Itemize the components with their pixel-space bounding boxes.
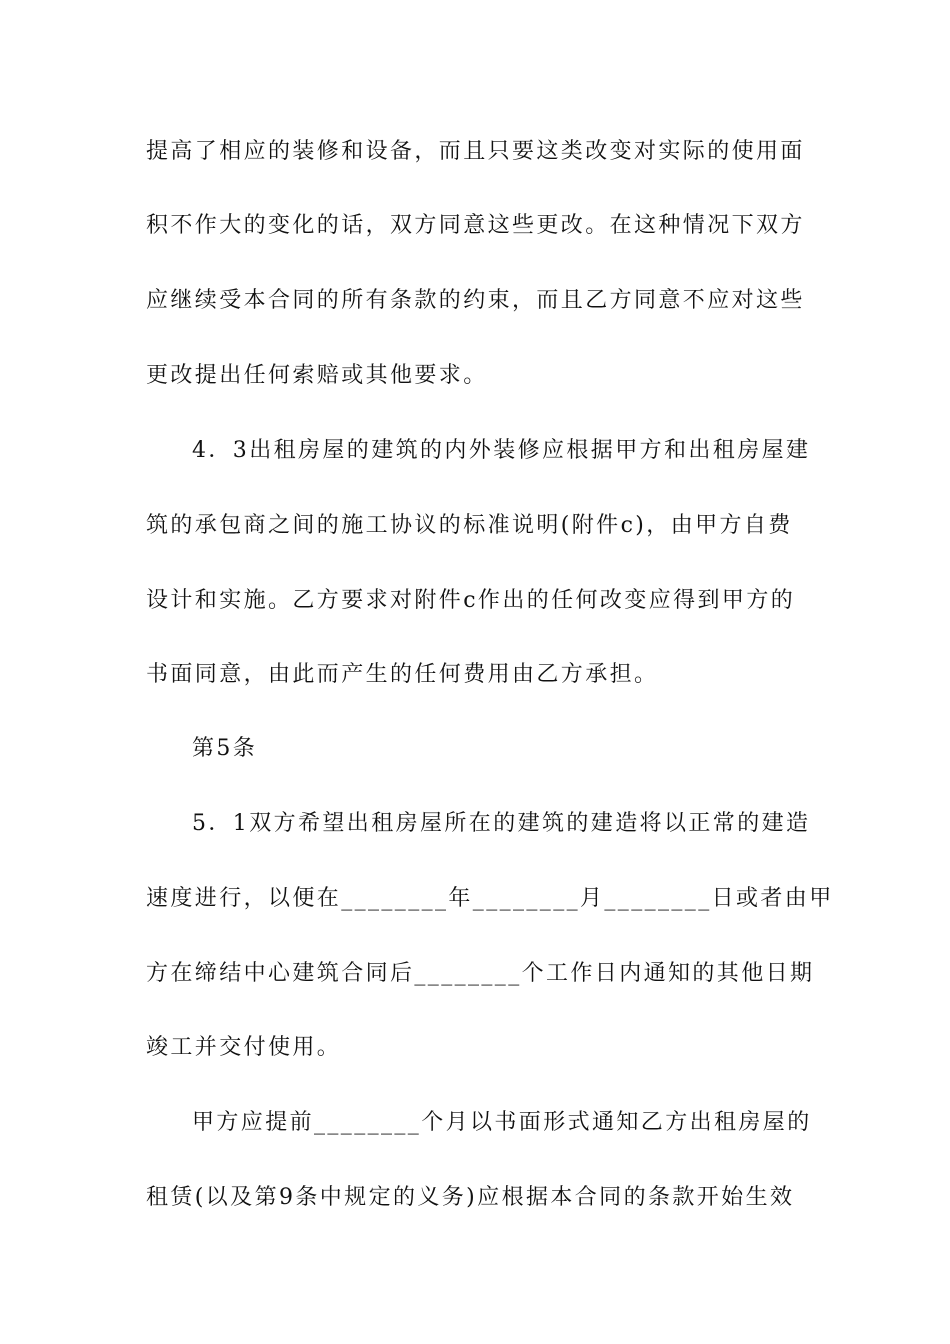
paragraph-line: 应继续受本合同的所有条款的约束，而且乙方同意不应对这些 bbox=[146, 288, 805, 313]
paragraph-first-line: 甲方应提前________个月以书面形式通知乙方出租房屋的 bbox=[192, 1110, 812, 1135]
paragraph-line: 更改提出任何索赔或其他要求。 bbox=[146, 363, 488, 388]
paragraph-line: 速度进行，以便在________年________月________日或者由甲 bbox=[146, 886, 834, 911]
paragraph-line: 书面同意，由此而产生的任何费用由乙方承担。 bbox=[146, 662, 659, 687]
clause-4-3-first-line: 4．3出租房屋的建筑的内外装修应根据甲方和出租房屋建 bbox=[192, 438, 811, 463]
paragraph-line: 提高了相应的装修和设备，而且只要这类改变对实际的使用面 bbox=[146, 139, 805, 164]
paragraph-line: 租赁(以及第9条中规定的义务)应根据本合同的条款开始生效 bbox=[146, 1185, 795, 1210]
paragraph-line: 筑的承包商之间的施工协议的标准说明(附件c)，由甲方自费 bbox=[146, 513, 793, 538]
paragraph-line: 竣工并交付使用。 bbox=[146, 1035, 342, 1060]
clause-5-1-first-line: 5．1双方希望出租房屋所在的建筑的建造将以正常的建造 bbox=[192, 811, 811, 836]
paragraph-line: 方在缔结中心建筑合同后________个工作日内通知的其他日期 bbox=[146, 961, 815, 986]
article-5-heading: 第5条 bbox=[192, 736, 258, 761]
paragraph-line: 积不作大的变化的话，双方同意这些更改。在这种情况下双方 bbox=[146, 213, 805, 238]
paragraph-line: 设计和实施。乙方要求对附件c作出的任何改变应得到甲方的 bbox=[146, 588, 796, 613]
